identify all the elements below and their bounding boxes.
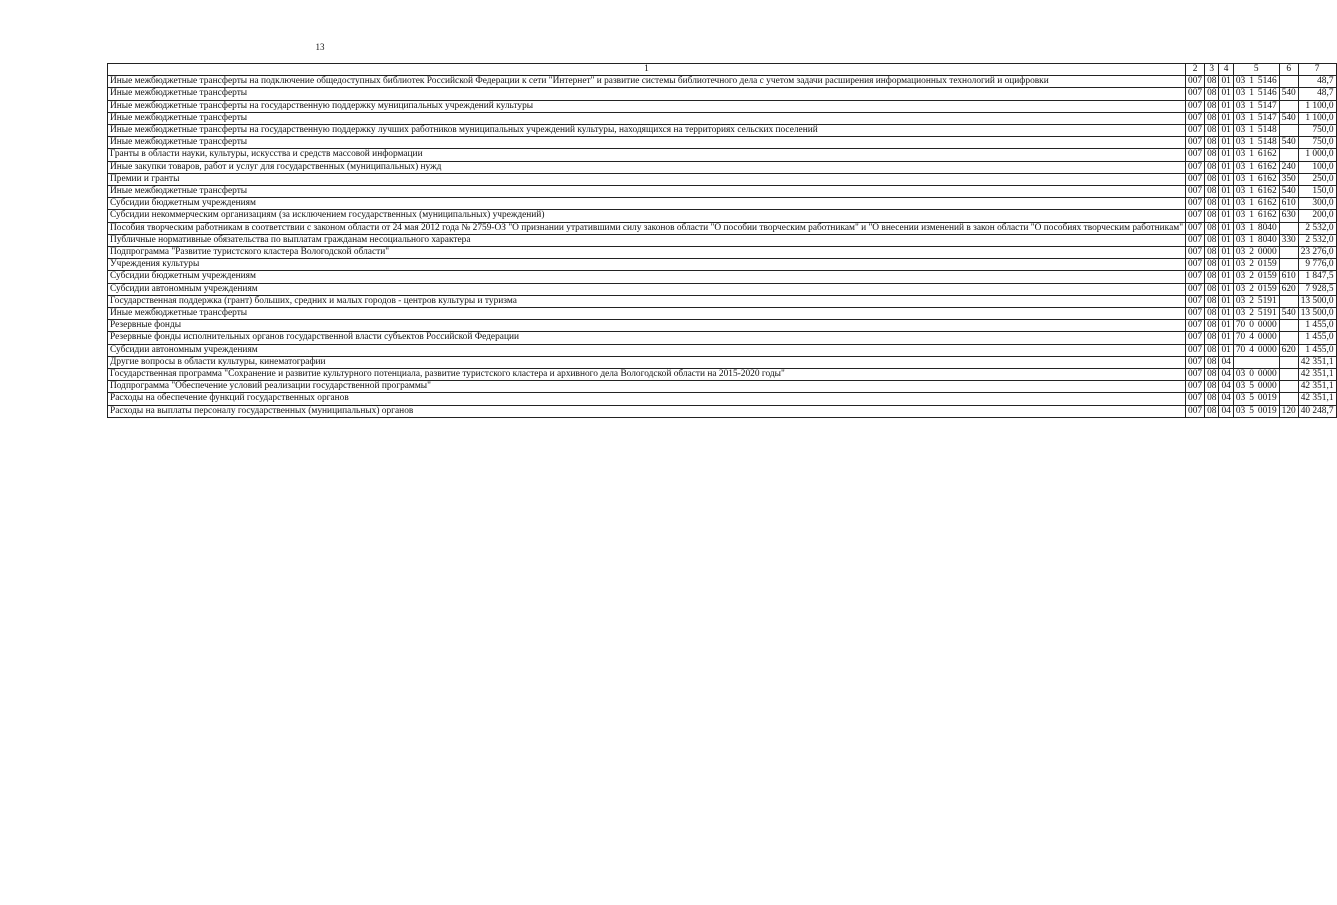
row-expense-type-cell: 540 (1279, 308, 1298, 320)
row-program-cell: 03 (1233, 149, 1247, 161)
row-code-cell: 007 (1186, 88, 1205, 100)
table-row (108, 149, 1337, 161)
row-subsection-cell: 01 (1219, 112, 1233, 124)
row-program-cell: 70 (1233, 344, 1247, 356)
row-sum-cell: 100,0 (1298, 161, 1336, 173)
row-direction-cell: 0159 (1256, 271, 1279, 283)
row-code-cell: 007 (1186, 125, 1205, 137)
row-sum-cell: 1 847,5 (1298, 271, 1336, 283)
row-code-cell: 007 (1186, 149, 1205, 161)
row-sum-cell: 13 500,0 (1298, 295, 1336, 307)
row-expense-type-cell (1279, 100, 1298, 112)
row-expense-type-cell (1279, 247, 1298, 259)
row-code-cell: 007 (1186, 344, 1205, 356)
row-subsection-cell: 01 (1219, 332, 1233, 344)
row-sum-cell: 42 351,1 (1298, 393, 1336, 405)
row-subprogram-cell: 1 (1249, 88, 1254, 99)
table-row (108, 137, 1337, 149)
row-sum-cell: 42 351,1 (1298, 356, 1336, 368)
row-sum-cell: 48,7 (1298, 88, 1336, 100)
row-sum-cell: 750,0 (1298, 125, 1336, 137)
table-row (108, 332, 1337, 344)
row-direction-cell: 5146 (1256, 88, 1279, 100)
row-program-cell: 03 (1233, 271, 1247, 283)
row-name-cell: Иные межбюджетные трансферты (108, 137, 1186, 149)
row-section-cell: 08 (1205, 234, 1219, 246)
row-name-cell: Подпрограмма "Обеспечение условий реализации государственной программы" (108, 381, 1186, 393)
row-subsection-cell: 01 (1219, 234, 1233, 246)
row-subsection-cell: 04 (1219, 356, 1233, 368)
row-section-cell: 08 (1205, 186, 1219, 198)
row-subprogram-cell: 1 (1249, 222, 1254, 233)
row-expense-type-cell: 540 (1279, 137, 1298, 149)
table-row (108, 405, 1337, 417)
header-cell: 3 (1205, 64, 1219, 76)
row-subprogram-cell (1247, 356, 1256, 368)
row-subprogram-cell: 4 (1249, 344, 1254, 355)
table-row (108, 295, 1337, 307)
row-expense-type-cell (1279, 356, 1298, 368)
row-code-cell: 007 (1186, 332, 1205, 344)
row-subsection-cell: 04 (1219, 393, 1233, 405)
row-code-cell: 007 (1186, 283, 1205, 295)
row-expense-type-cell (1279, 381, 1298, 393)
row-subprogram-cell: 5 (1249, 381, 1254, 392)
row-code-cell: 007 (1186, 186, 1205, 198)
row-subprogram-cell: 0 (1249, 320, 1254, 331)
row-section-cell: 08 (1205, 259, 1219, 271)
row-expense-type-cell (1279, 320, 1298, 332)
row-name-cell: Субсидии автономным учреждениям (108, 344, 1186, 356)
row-sum-cell: 48,7 (1298, 76, 1336, 88)
table-row (108, 283, 1337, 295)
table-row (108, 125, 1337, 137)
row-section-cell: 08 (1205, 393, 1219, 405)
row-sum-cell: 200,0 (1298, 210, 1336, 222)
table-row (108, 247, 1337, 259)
row-subprogram-cell: 2 (1249, 247, 1254, 258)
row-subsection-cell: 04 (1219, 381, 1233, 393)
row-expense-type-cell (1279, 76, 1298, 88)
row-expense-type-cell: 350 (1279, 173, 1298, 185)
row-section-cell: 08 (1205, 76, 1219, 88)
row-expense-type-cell (1279, 149, 1298, 161)
row-direction-cell: 0000 (1256, 381, 1279, 393)
row-expense-type-cell: 120 (1279, 405, 1298, 417)
row-name-cell: Иные закупки товаров, работ и услуг для государственных (муниципальных) нужд (108, 161, 1186, 173)
row-expense-type-cell: 630 (1279, 210, 1298, 222)
row-direction-cell: 5191 (1256, 295, 1279, 307)
table-header-row (108, 64, 1337, 76)
row-subprogram-cell: 2 (1249, 271, 1254, 282)
row-name-cell: Резервные фонды исполнительных органов государственной власти субъектов Российской Федерации (108, 332, 1186, 344)
row-sum-cell: 1 100,0 (1298, 100, 1336, 112)
row-section-cell: 08 (1205, 344, 1219, 356)
row-subsection-cell: 01 (1219, 125, 1233, 137)
row-name-cell: Иные межбюджетные трансферты на государственную поддержку лучших работников муниципальных учреждений культуры, находящихся на территориях сельских поселений (108, 125, 1186, 137)
row-sum-cell: 42 351,1 (1298, 381, 1336, 393)
row-code-cell: 007 (1186, 259, 1205, 271)
row-program-cell: 03 (1233, 283, 1247, 295)
row-program-cell: 03 (1233, 100, 1247, 112)
row-subsection-cell: 01 (1219, 222, 1233, 234)
row-section-cell: 08 (1205, 369, 1219, 381)
table-row (108, 88, 1337, 100)
table-row (108, 112, 1337, 124)
table-row (108, 210, 1337, 222)
row-code-cell: 007 (1186, 210, 1205, 222)
row-expense-type-cell (1279, 393, 1298, 405)
row-code-cell: 007 (1186, 76, 1205, 88)
row-subprogram-cell: 1 (1249, 100, 1254, 111)
row-code-cell: 007 (1186, 295, 1205, 307)
row-name-cell: Субсидии бюджетным учреждениям (108, 198, 1186, 210)
row-subprogram-cell: 1 (1249, 112, 1254, 123)
row-program-cell: 03 (1233, 393, 1247, 405)
row-expense-type-cell: 330 (1279, 234, 1298, 246)
row-subprogram-cell: 2 (1249, 295, 1254, 306)
row-code-cell: 007 (1186, 271, 1205, 283)
row-program-cell: 03 (1233, 259, 1247, 271)
row-sum-cell: 1 100,0 (1298, 112, 1336, 124)
row-code-cell: 007 (1186, 405, 1205, 417)
table-row (108, 234, 1337, 246)
table-row (108, 173, 1337, 185)
row-section-cell: 08 (1205, 173, 1219, 185)
row-sum-cell: 750,0 (1298, 137, 1336, 149)
row-name-cell: Иные межбюджетные трансферты (108, 88, 1186, 100)
row-name-cell: Иные межбюджетные трансферты (108, 308, 1186, 320)
row-section-cell: 08 (1205, 295, 1219, 307)
row-subprogram-cell: 1 (1249, 149, 1254, 160)
row-subprogram-cell: 1 (1249, 76, 1254, 87)
row-program-cell: 03 (1233, 369, 1247, 381)
row-direction-cell: 8040 (1256, 222, 1279, 234)
row-expense-type-cell: 540 (1279, 186, 1298, 198)
row-program-cell: 70 (1233, 320, 1247, 332)
table-row (108, 198, 1337, 210)
row-direction-cell: 6162 (1256, 210, 1279, 222)
row-direction-cell: 6162 (1256, 149, 1279, 161)
row-subsection-cell: 04 (1219, 369, 1233, 381)
row-direction-cell: 5148 (1256, 125, 1279, 137)
row-direction-cell: 0019 (1256, 393, 1279, 405)
row-program-cell: 03 (1233, 210, 1247, 222)
row-sum-cell: 1 000,0 (1298, 149, 1336, 161)
row-name-cell: Расходы на выплаты персоналу государственных (муниципальных) органов (108, 405, 1186, 417)
row-sum-cell: 1 455,0 (1298, 332, 1336, 344)
row-subprogram-cell: 1 (1249, 161, 1254, 172)
row-direction-cell: 6162 (1256, 186, 1279, 198)
row-direction-cell: 0000 (1256, 332, 1279, 344)
row-program-cell: 03 (1233, 161, 1247, 173)
row-subprogram-cell: 1 (1249, 125, 1254, 136)
row-subsection-cell: 01 (1219, 320, 1233, 332)
row-code-cell: 007 (1186, 393, 1205, 405)
row-section-cell: 08 (1205, 100, 1219, 112)
row-code-cell: 007 (1186, 222, 1205, 234)
header-cell: 4 (1219, 64, 1233, 76)
row-direction-cell: 5147 (1256, 100, 1279, 112)
row-direction-cell (1256, 356, 1279, 368)
row-section-cell: 08 (1205, 381, 1219, 393)
row-expense-type-cell (1279, 295, 1298, 307)
row-section-cell: 08 (1205, 125, 1219, 137)
row-sum-cell: 1 455,0 (1298, 320, 1336, 332)
table-row (108, 381, 1337, 393)
row-subprogram-cell: 1 (1249, 234, 1254, 245)
row-subsection-cell: 01 (1219, 137, 1233, 149)
row-subsection-cell: 01 (1219, 100, 1233, 112)
row-sum-cell: 2 532,0 (1298, 222, 1336, 234)
row-section-cell: 08 (1205, 198, 1219, 210)
header-cell: 2 (1186, 64, 1205, 76)
row-subsection-cell: 01 (1219, 88, 1233, 100)
row-code-cell: 007 (1186, 112, 1205, 124)
row-subprogram-cell: 0 (1249, 369, 1254, 380)
row-direction-cell: 6162 (1256, 173, 1279, 185)
row-expense-type-cell: 610 (1279, 198, 1298, 210)
row-expense-type-cell: 540 (1279, 88, 1298, 100)
row-sum-cell: 42 351,1 (1298, 369, 1336, 381)
row-section-cell: 08 (1205, 112, 1219, 124)
row-sum-cell: 1 455,0 (1298, 344, 1336, 356)
row-name-cell: Субсидии бюджетным учреждениям (108, 271, 1186, 283)
row-name-cell: Учреждения культуры (108, 259, 1186, 271)
row-direction-cell: 6162 (1256, 198, 1279, 210)
row-code-cell: 007 (1186, 234, 1205, 246)
row-code-cell: 007 (1186, 161, 1205, 173)
row-name-cell: Гранты в области науки, культуры, искусства и средств массовой информации (108, 149, 1186, 161)
row-expense-type-cell: 240 (1279, 161, 1298, 173)
row-program-cell: 70 (1233, 332, 1247, 344)
table-row (108, 356, 1337, 368)
row-program-cell: 03 (1233, 186, 1247, 198)
table-row (108, 161, 1337, 173)
row-direction-cell: 5147 (1256, 112, 1279, 124)
row-direction-cell: 5191 (1256, 308, 1279, 320)
row-program-cell: 03 (1233, 247, 1247, 259)
header-cell: 1 (108, 64, 1186, 76)
row-expense-type-cell: 540 (1279, 112, 1298, 124)
row-name-cell: Иные межбюджетные трансферты на подключение общедоступных библиотек Российской Федерации к сети "Интернет" и развитие системы библиотечного дела с учетом задачи расширения информационных технологий и оцифровки (108, 76, 1186, 88)
row-direction-cell: 5148 (1256, 137, 1279, 149)
row-name-cell: Подпрограмма "Развитие туристского кластера Вологодской области" (108, 247, 1186, 259)
row-name-cell: Премии и гранты (108, 173, 1186, 185)
row-subsection-cell: 01 (1219, 173, 1233, 185)
row-expense-type-cell: 620 (1279, 344, 1298, 356)
row-direction-cell: 0019 (1256, 405, 1279, 417)
row-name-cell: Пособия творческим работникам в соответствии с законом области от 24 мая 2012 года № 2759-ОЗ "О признании утратившими силу законов области "О пособии творческим работникам" и "О внесении изменений в закон области "О пособиях творческим работникам" (108, 222, 1186, 234)
row-program-cell: 03 (1233, 405, 1247, 417)
budget-table (107, 63, 1337, 418)
row-section-cell: 08 (1205, 283, 1219, 295)
row-program-cell: 03 (1233, 198, 1247, 210)
row-direction-cell: 0000 (1256, 369, 1279, 381)
row-subprogram-cell: 1 (1249, 198, 1254, 209)
row-direction-cell: 0000 (1256, 344, 1279, 356)
row-direction-cell: 0000 (1256, 247, 1279, 259)
row-subsection-cell: 01 (1219, 161, 1233, 173)
row-section-cell: 08 (1205, 88, 1219, 100)
row-name-cell: Резервные фонды (108, 320, 1186, 332)
row-program-cell: 03 (1233, 137, 1247, 149)
row-sum-cell: 13 500,0 (1298, 308, 1336, 320)
row-subprogram-cell: 4 (1249, 332, 1254, 343)
row-direction-cell: 5146 (1256, 76, 1279, 88)
row-program-cell: 03 (1233, 112, 1247, 124)
row-subsection-cell: 01 (1219, 76, 1233, 88)
page-number: 13 (315, 42, 325, 52)
row-direction-cell: 6162 (1256, 161, 1279, 173)
row-program-cell: 03 (1233, 173, 1247, 185)
row-code-cell: 007 (1186, 100, 1205, 112)
row-sum-cell: 300,0 (1298, 198, 1336, 210)
row-subsection-cell: 01 (1219, 198, 1233, 210)
row-program-cell: 03 (1233, 295, 1247, 307)
row-subsection-cell: 01 (1219, 295, 1233, 307)
row-program-cell: 03 (1233, 234, 1247, 246)
row-direction-cell: 0000 (1256, 320, 1279, 332)
row-program-cell: 03 (1233, 381, 1247, 393)
row-direction-cell: 0159 (1256, 259, 1279, 271)
row-name-cell: Субсидии некоммерческим организациям (за исключением государственных (муниципальных) учреждений) (108, 210, 1186, 222)
table-row (108, 344, 1337, 356)
row-expense-type-cell (1279, 259, 1298, 271)
row-subprogram-cell: 2 (1249, 259, 1254, 270)
row-name-cell: Иные межбюджетные трансферты на государственную поддержку муниципальных учреждений культуры (108, 100, 1186, 112)
row-expense-type-cell: 610 (1279, 271, 1298, 283)
table-row (108, 369, 1337, 381)
row-subprogram-cell: 2 (1249, 308, 1254, 319)
row-code-cell: 007 (1186, 381, 1205, 393)
table-row (108, 76, 1337, 88)
row-section-cell: 08 (1205, 210, 1219, 222)
row-name-cell: Государственная поддержка (грант) больших, средних и малых городов - центров культуры и туризма (108, 295, 1186, 307)
row-expense-type-cell: 620 (1279, 283, 1298, 295)
row-sum-cell: 40 248,7 (1298, 405, 1336, 417)
row-section-cell: 08 (1205, 137, 1219, 149)
table-row (108, 259, 1337, 271)
row-subprogram-cell: 2 (1249, 283, 1254, 294)
row-code-cell: 007 (1186, 356, 1205, 368)
row-subsection-cell: 04 (1219, 405, 1233, 417)
row-sum-cell: 7 928,5 (1298, 283, 1336, 295)
row-subsection-cell: 01 (1219, 149, 1233, 161)
row-sum-cell: 9 776,0 (1298, 259, 1336, 271)
row-subsection-cell: 01 (1219, 259, 1233, 271)
row-section-cell: 08 (1205, 271, 1219, 283)
table-row (108, 222, 1337, 234)
row-name-cell: Публичные нормативные обязательства по выплатам гражданам несоциального характера (108, 234, 1186, 246)
row-program-cell (1233, 356, 1247, 368)
row-subprogram-cell: 5 (1249, 405, 1254, 416)
row-subsection-cell: 01 (1219, 186, 1233, 198)
row-subsection-cell: 01 (1219, 308, 1233, 320)
row-code-cell: 007 (1186, 308, 1205, 320)
row-section-cell: 08 (1205, 161, 1219, 173)
row-code-cell: 007 (1186, 369, 1205, 381)
row-subsection-cell: 01 (1219, 247, 1233, 259)
table-row (108, 308, 1337, 320)
row-subsection-cell: 01 (1219, 344, 1233, 356)
row-subprogram-cell: 5 (1249, 393, 1254, 404)
row-subprogram-cell: 1 (1249, 186, 1254, 197)
table-row (108, 320, 1337, 332)
row-code-cell: 007 (1186, 247, 1205, 259)
row-program-cell: 03 (1233, 125, 1247, 137)
row-program-cell: 03 (1233, 76, 1247, 88)
row-code-cell: 007 (1186, 137, 1205, 149)
row-expense-type-cell (1279, 332, 1298, 344)
row-sum-cell: 150,0 (1298, 186, 1336, 198)
row-name-cell: Субсидии автономным учреждениям (108, 283, 1186, 295)
row-program-cell: 03 (1233, 222, 1247, 234)
row-code-cell: 007 (1186, 173, 1205, 185)
row-direction-cell: 0159 (1256, 283, 1279, 295)
row-section-cell: 08 (1205, 308, 1219, 320)
row-sum-cell: 23 276,0 (1298, 247, 1336, 259)
row-section-cell: 08 (1205, 222, 1219, 234)
row-section-cell: 08 (1205, 405, 1219, 417)
row-name-cell: Государственная программа "Сохранение и развитие культурного потенциала, развитие туристского кластера и архивного дела Вологодской области на 2015-2020 годы" (108, 369, 1186, 381)
row-name-cell: Другие вопросы в области культуры, кинематографии (108, 356, 1186, 368)
row-code-cell: 007 (1186, 198, 1205, 210)
row-subprogram-cell: 1 (1249, 137, 1254, 148)
row-subsection-cell: 01 (1219, 210, 1233, 222)
table-row (108, 271, 1337, 283)
row-expense-type-cell (1279, 222, 1298, 234)
row-subsection-cell: 01 (1219, 283, 1233, 295)
row-section-cell: 08 (1205, 332, 1219, 344)
row-sum-cell: 2 532,0 (1298, 234, 1336, 246)
row-section-cell: 08 (1205, 149, 1219, 161)
row-expense-type-cell (1279, 125, 1298, 137)
row-name-cell: Иные межбюджетные трансферты (108, 112, 1186, 124)
table-row (108, 186, 1337, 198)
row-direction-cell: 8040 (1256, 234, 1279, 246)
row-program-cell: 03 (1233, 308, 1247, 320)
row-sum-cell: 250,0 (1298, 173, 1336, 185)
row-section-cell: 08 (1205, 356, 1219, 368)
row-program-cell: 03 (1233, 88, 1247, 100)
header-cell: 7 (1298, 64, 1336, 76)
row-name-cell: Расходы на обеспечение функций государственных органов (108, 393, 1186, 405)
row-section-cell: 08 (1205, 320, 1219, 332)
table-row (108, 100, 1337, 112)
row-subprogram-cell: 1 (1249, 210, 1254, 221)
row-section-cell: 08 (1205, 247, 1219, 259)
row-name-cell: Иные межбюджетные трансферты (108, 186, 1186, 198)
header-cell: 6 (1279, 64, 1298, 76)
row-code-cell: 007 (1186, 320, 1205, 332)
table-row (108, 393, 1337, 405)
row-subprogram-cell: 1 (1249, 173, 1254, 184)
row-subsection-cell: 01 (1219, 271, 1233, 283)
row-expense-type-cell (1279, 369, 1298, 381)
header-cell: 5 (1233, 64, 1279, 76)
